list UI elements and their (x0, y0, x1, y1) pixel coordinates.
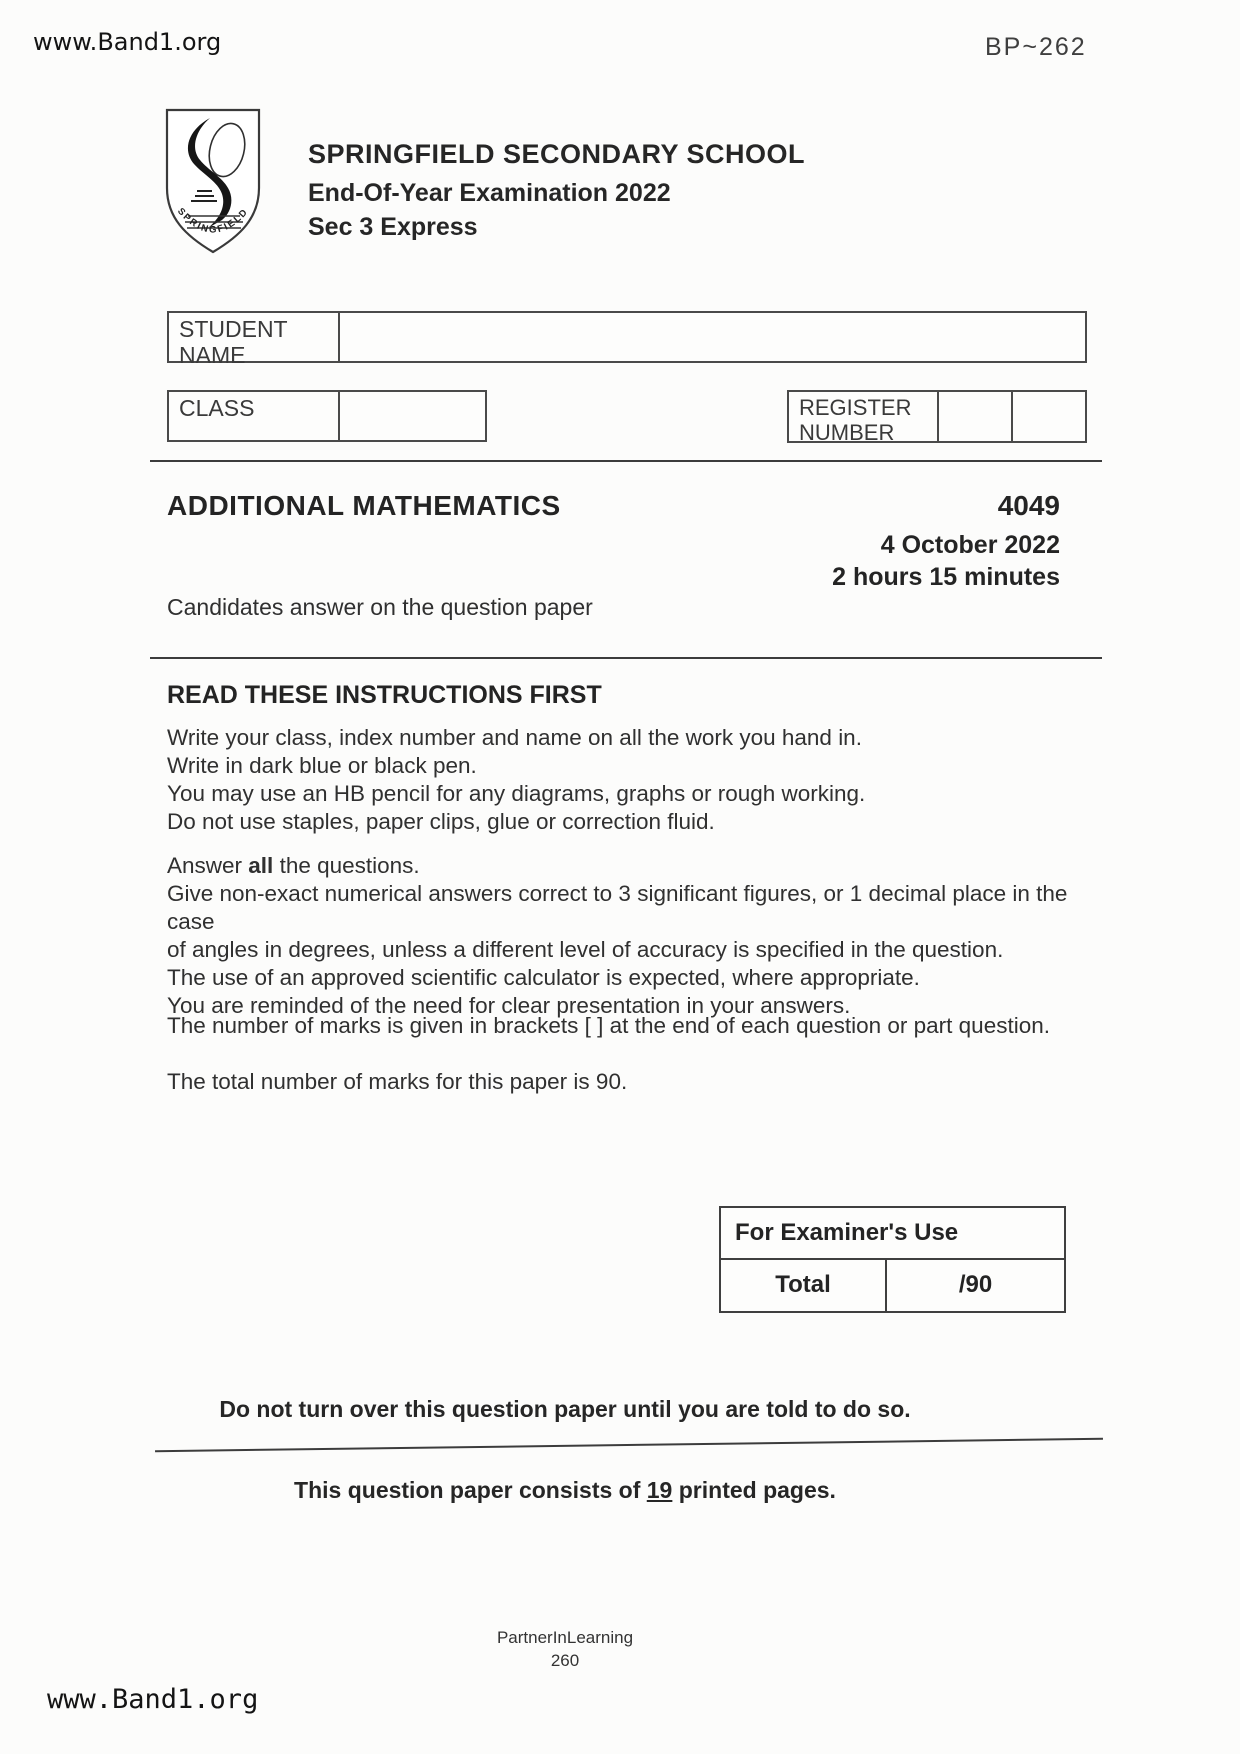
divider-bottom (155, 1438, 1103, 1452)
total-score-cell[interactable]: /90 (958, 1271, 993, 1298)
paper-code: 4049 (997, 490, 1060, 521)
page-number: 260 (550, 1651, 580, 1670)
page-code: BP~262 (985, 33, 1087, 61)
subject-title: ADDITIONAL MATHEMATICS (167, 490, 561, 521)
answer-pre: Answer (167, 853, 249, 878)
register-number-field-1[interactable] (939, 392, 1013, 441)
answer-post: the questions. (273, 853, 420, 878)
instructions-answering (167, 852, 1117, 1020)
marks-note: The number of marks is given in brackets [ ] at the end of each question or part question. (167, 1013, 1050, 1038)
examiner-box-title: For Examiner's Use (721, 1208, 1064, 1260)
exam-title: End-Of-Year Examination 2022 (308, 179, 671, 207)
instruction-line: The use of an approved scientific calculator is expected, where appropriate. (167, 965, 920, 990)
student-name-box (167, 311, 1087, 369)
exam-duration: 2 hours 15 minutes (832, 563, 1060, 591)
printed-pages-note (0, 1477, 1130, 1504)
instructions-rules (167, 724, 1117, 836)
instruction-line: You are reminded of the need for clear presentation in your answers. (167, 993, 851, 1018)
class-field[interactable] (340, 392, 485, 440)
do-not-turn-warning: Do not turn over this question paper until you are told to do so. (219, 1396, 911, 1422)
instruction-line (167, 852, 1117, 880)
class-box (167, 390, 487, 442)
divider-instructions (150, 657, 1102, 659)
answer-bold: all (248, 853, 274, 878)
partner-footer: PartnerInLearning (496, 1628, 634, 1647)
class-label: CLASS (169, 392, 340, 440)
student-name-label: STUDENT NAME (169, 313, 340, 361)
school-name: SPRINGFIELD SECONDARY SCHOOL (308, 139, 806, 169)
answer-note: Candidates answer on the question paper (167, 594, 593, 620)
pages-pre: This question paper consists of (294, 1477, 647, 1503)
watermark-top: www.Band1.org (33, 28, 222, 56)
divider-top (150, 460, 1102, 462)
instruction-line: Give non-exact numerical answers correct to 3 significant figures, or 1 decimal place in the case (167, 881, 1068, 934)
register-number-box (787, 390, 1087, 446)
instruction-line: You may use an HB pencil for any diagrams, graphs or rough working. (167, 781, 866, 806)
pages-post: printed pages. (672, 1477, 836, 1503)
total-marks-note: The total number of marks for this paper is 90. (167, 1069, 628, 1094)
instruction-line: Do not use staples, paper clips, glue or correction fluid. (167, 809, 715, 834)
total-label: Total (721, 1260, 887, 1313)
logo-arc-text: SPRINGFIELD (175, 206, 251, 236)
exam-date: 4 October 2022 (880, 531, 1060, 559)
exam-level: Sec 3 Express (308, 213, 478, 241)
pages-count: 19 (646, 1477, 673, 1503)
examiner-box-total-row (721, 1260, 1064, 1313)
register-number-label: REGISTER NUMBER (789, 392, 939, 441)
watermark-bottom: www.Band1.org (47, 1684, 259, 1715)
instructions-heading: READ THESE INSTRUCTIONS FIRST (167, 681, 602, 709)
instruction-line: Write in dark blue or black pen. (167, 753, 477, 778)
instruction-line: Write your class, index number and name on all the work you hand in. (167, 725, 862, 750)
instruction-line: of angles in degrees, unless a different level of accuracy is specified in the question. (167, 937, 1004, 962)
student-name-field[interactable] (340, 313, 1085, 361)
school-crest-logo (157, 106, 269, 256)
register-number-field-2[interactable] (1013, 392, 1085, 441)
examiner-use-box (719, 1206, 1066, 1313)
